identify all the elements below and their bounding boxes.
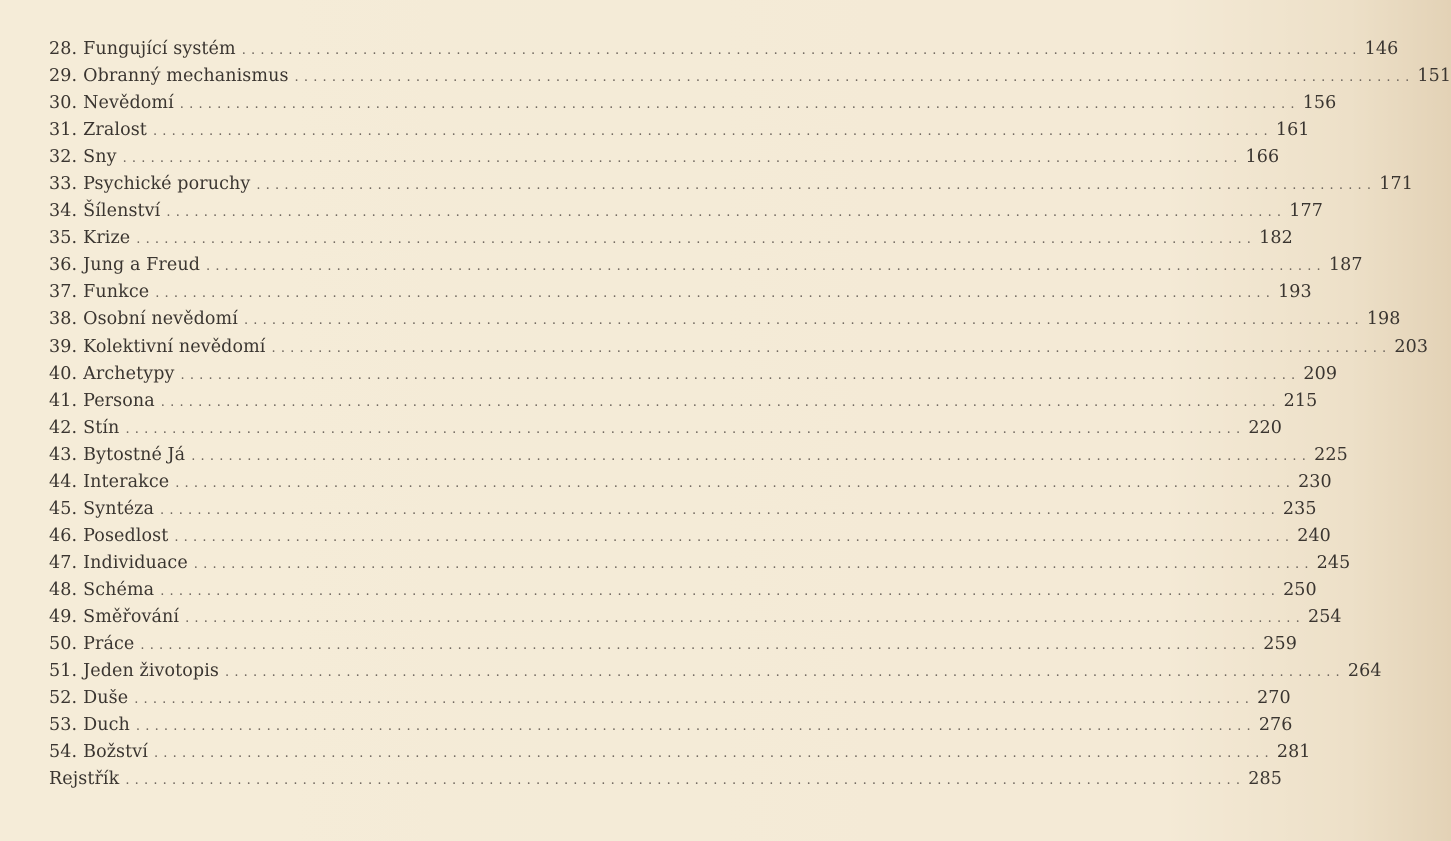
toc-entry-title [49, 225, 130, 252]
dot-leader: ........................................................................................................................ [153, 746, 1274, 762]
toc-entry [49, 63, 1451, 90]
dot-leader: ........................................................................................................................ [193, 556, 1314, 572]
toc-entry-title [49, 496, 154, 523]
dot-leader: ........................................................................................................................ [271, 340, 1392, 356]
toc-entry-number: 45. [49, 498, 78, 519]
toc-entry-title [49, 279, 149, 306]
dot-leader: ........................................................................................................................ [125, 421, 1246, 437]
toc-entry [49, 523, 1331, 550]
toc-entry-title [49, 577, 154, 604]
dot-leader: ........................................................................................................................ [243, 313, 1364, 329]
toc-entry-label: Psychické poruchy [83, 174, 251, 195]
toc-entry-title [49, 36, 236, 63]
toc-entry-page-number: 250 [1283, 579, 1317, 600]
toc-entry-page-number: 182 [1259, 228, 1293, 249]
toc-entry-number: 51. [49, 661, 78, 682]
dot-leader: ........................................................................................................................ [135, 719, 1256, 735]
toc-entry-page-number: 245 [1316, 552, 1351, 573]
toc-entry-number: 31. [49, 120, 78, 141]
toc-entry [49, 388, 1318, 415]
toc-entry-page-number: 220 [1248, 417, 1283, 438]
toc-entry [49, 469, 1332, 496]
toc-entry-title [49, 361, 174, 388]
toc-entry-title [49, 252, 200, 279]
toc-entry-title [49, 306, 238, 333]
toc-entry-title [49, 604, 179, 631]
dot-leader: ........................................................................................................................ [125, 773, 1246, 789]
toc-entry [49, 604, 1342, 631]
toc-entry-title [49, 469, 169, 496]
toc-entry-label: Směřování [83, 606, 180, 627]
toc-entry [49, 171, 1413, 198]
toc-entry-page-number: 187 [1328, 255, 1363, 276]
dot-leader: ........................................................................................................................ [160, 502, 1280, 518]
toc-entry-title [49, 658, 219, 685]
toc-entry-title [49, 117, 147, 144]
toc-entry-page-number: 235 [1282, 498, 1317, 519]
toc-entry-title [49, 171, 250, 198]
toc-entry-number: 46. [49, 525, 78, 546]
toc-entry-label: Duch [83, 715, 130, 736]
dot-leader: ........................................................................................................................ [294, 70, 1415, 86]
toc-entry-number: 28. [49, 39, 78, 59]
toc-entry-title [49, 442, 185, 469]
toc-entry-title [49, 739, 148, 766]
toc-entry-number: 35. [49, 228, 78, 249]
dot-leader: ........................................................................................................................ [256, 178, 1377, 194]
toc-entry-number: 42. [49, 417, 78, 438]
toc-entry [49, 739, 1311, 766]
toc-entry-number: 29. [49, 66, 78, 87]
dot-leader: ........................................................................................................................ [152, 124, 1273, 140]
dot-leader: ........................................................................................................................ [206, 259, 1326, 275]
toc-entry-number: 43. [49, 444, 78, 465]
toc-entry [49, 442, 1348, 469]
toc-entry-title [49, 63, 289, 90]
toc-entry-page-number: 276 [1258, 715, 1293, 736]
toc-entry [49, 279, 1312, 306]
toc-entry-label: Individuace [83, 552, 188, 573]
toc-entry-page-number: 193 [1278, 282, 1312, 303]
dot-leader: ........................................................................................................................ [160, 394, 1281, 410]
toc-entry-label: Funkce [83, 282, 150, 303]
toc-entry-label: Jeden životopis [83, 661, 219, 682]
toc-entry-label: Syntéza [83, 498, 155, 519]
toc-entry-title [49, 685, 128, 712]
toc-entry-label: Fungující systém [83, 39, 236, 59]
toc-entry-number: 47. [49, 552, 78, 573]
toc-entry [49, 685, 1291, 712]
toc-entry [49, 306, 1401, 333]
toc-entry-page-number: 215 [1283, 390, 1318, 411]
toc-entry [49, 766, 1282, 793]
toc-entry [49, 90, 1337, 117]
toc-entry-label: Bytostné Já [83, 444, 186, 465]
toc-entry-number: 40. [49, 363, 78, 384]
toc-entry [49, 252, 1363, 279]
dot-leader: ........................................................................................................................ [122, 151, 1243, 167]
dot-leader: ........................................................................................................................ [241, 43, 1362, 58]
toc-entry-page-number: 146 [1364, 39, 1399, 59]
toc-entry-number: 50. [49, 634, 78, 655]
toc-entry-page-number: 225 [1314, 444, 1348, 465]
toc-entry [49, 550, 1351, 577]
toc-entry [49, 36, 1399, 63]
toc-entry-title [49, 198, 160, 225]
toc-entry-label: Jung a Freud [83, 255, 200, 276]
toc-entry [49, 144, 1280, 171]
dot-leader: ........................................................................................................................ [140, 638, 1261, 654]
toc-entry-page-number: 151 [1417, 66, 1451, 87]
toc-entry [49, 225, 1293, 252]
dot-leader: ........................................................................................................................ [174, 529, 1295, 545]
toc-entry-page-number: 270 [1257, 688, 1291, 709]
toc-entry-number: 30. [49, 93, 78, 114]
dot-leader: ........................................................................................................................ [185, 610, 1305, 626]
dot-leader: ........................................................................................................................ [225, 665, 1345, 681]
toc-entry-page-number: 264 [1347, 661, 1382, 682]
toc-entry-title [49, 631, 134, 658]
toc-entry-title [49, 90, 174, 117]
toc-entry-page-number: 259 [1263, 634, 1297, 655]
toc-entry-number: 52. [49, 688, 78, 709]
toc-entry-label: Osobní nevědomí [83, 309, 238, 330]
toc-entry-number: 49. [49, 606, 78, 627]
toc-entry-page-number: 285 [1248, 769, 1282, 790]
toc-entry-label: Božství [83, 742, 148, 763]
toc-entry [49, 631, 1297, 658]
toc-entry [49, 577, 1317, 604]
toc-entry-label: Šílenství [83, 201, 161, 222]
toc-entry-label: Sny [83, 147, 117, 168]
toc-entry-page-number: 203 [1394, 336, 1429, 357]
toc-entry-label: Rejstřík [49, 769, 120, 790]
toc-entry-number: 41. [49, 390, 78, 411]
toc-entry-label: Obranný mechanismus [83, 66, 289, 87]
toc-entry-label: Duše [83, 688, 129, 709]
toc-entry-number: 39. [49, 336, 78, 357]
toc-entry-page-number: 161 [1275, 120, 1310, 141]
toc-entry-page-number: 156 [1302, 93, 1337, 114]
toc-entry-page-number: 254 [1307, 606, 1342, 627]
toc-entry-page-number: 198 [1366, 309, 1401, 330]
toc-entry-title [49, 334, 265, 361]
toc-entry-label: Posedlost [83, 525, 169, 546]
toc-entry-title [49, 388, 155, 415]
toc-entry-page-number: 171 [1379, 174, 1413, 195]
toc-entry-title [49, 415, 119, 442]
toc-entry-number: 36. [49, 255, 78, 276]
toc-entry-page-number: 166 [1245, 147, 1280, 168]
toc-entry [49, 496, 1317, 523]
toc-entry-number: 48. [49, 579, 78, 600]
toc-entry-label: Archetypy [83, 363, 175, 384]
toc-entry-label: Stín [83, 417, 120, 438]
toc-entry [49, 658, 1382, 685]
toc-entry-number: 32. [49, 147, 78, 168]
dot-leader: ........................................................................................................................ [134, 692, 1255, 708]
toc-entry-number: 38. [49, 309, 78, 330]
toc-entry-number: 34. [49, 201, 78, 222]
dot-leader: ........................................................................................................................ [175, 475, 1296, 491]
toc-entry-label: Nevědomí [83, 93, 174, 114]
toc-entry-label: Práce [83, 634, 135, 655]
toc-entry-label: Zralost [83, 120, 147, 141]
toc-entry-number: 53. [49, 715, 78, 736]
dot-leader: ........................................................................................................................ [191, 448, 1312, 464]
toc-entry-label: Krize [83, 228, 131, 249]
toc-entry-number: 54. [49, 742, 78, 763]
dot-leader: ........................................................................................................................ [136, 232, 1257, 248]
toc-entry-page-number: 281 [1276, 742, 1311, 763]
dot-leader: ........................................................................................................................ [180, 367, 1301, 383]
toc-entry [49, 361, 1338, 388]
toc-entry-page-number: 240 [1297, 525, 1331, 546]
toc-entry-title [49, 523, 168, 550]
dot-leader: ........................................................................................................................ [160, 583, 1281, 599]
toc-entry-number: 37. [49, 282, 78, 303]
toc-entry-page-number: 177 [1289, 201, 1323, 222]
table-of-contents [49, 36, 1451, 793]
toc-entry-label: Schéma [83, 579, 155, 600]
toc-entry-page-number: 230 [1298, 471, 1332, 492]
toc-entry-label: Interakce [83, 471, 170, 492]
toc-entry-label: Kolektivní nevědomí [83, 336, 266, 357]
toc-entry-title [49, 712, 130, 739]
dot-leader: ........................................................................................................................ [179, 97, 1300, 113]
toc-entry [49, 415, 1283, 442]
toc-entry-label: Persona [83, 390, 155, 411]
dot-leader: ........................................................................................................................ [166, 205, 1287, 221]
toc-entry [49, 712, 1293, 739]
toc-entry-number: 33. [49, 174, 78, 195]
toc-entry-title [49, 550, 188, 577]
toc-entry-page-number: 209 [1303, 363, 1338, 384]
toc-entry [49, 198, 1323, 225]
dot-leader: ........................................................................................................................ [155, 286, 1276, 302]
toc-entry [49, 117, 1310, 144]
toc-entry-title [49, 144, 117, 171]
toc-entry-title [49, 766, 119, 793]
toc-entry [49, 334, 1429, 361]
toc-entry-number: 44. [49, 471, 78, 492]
